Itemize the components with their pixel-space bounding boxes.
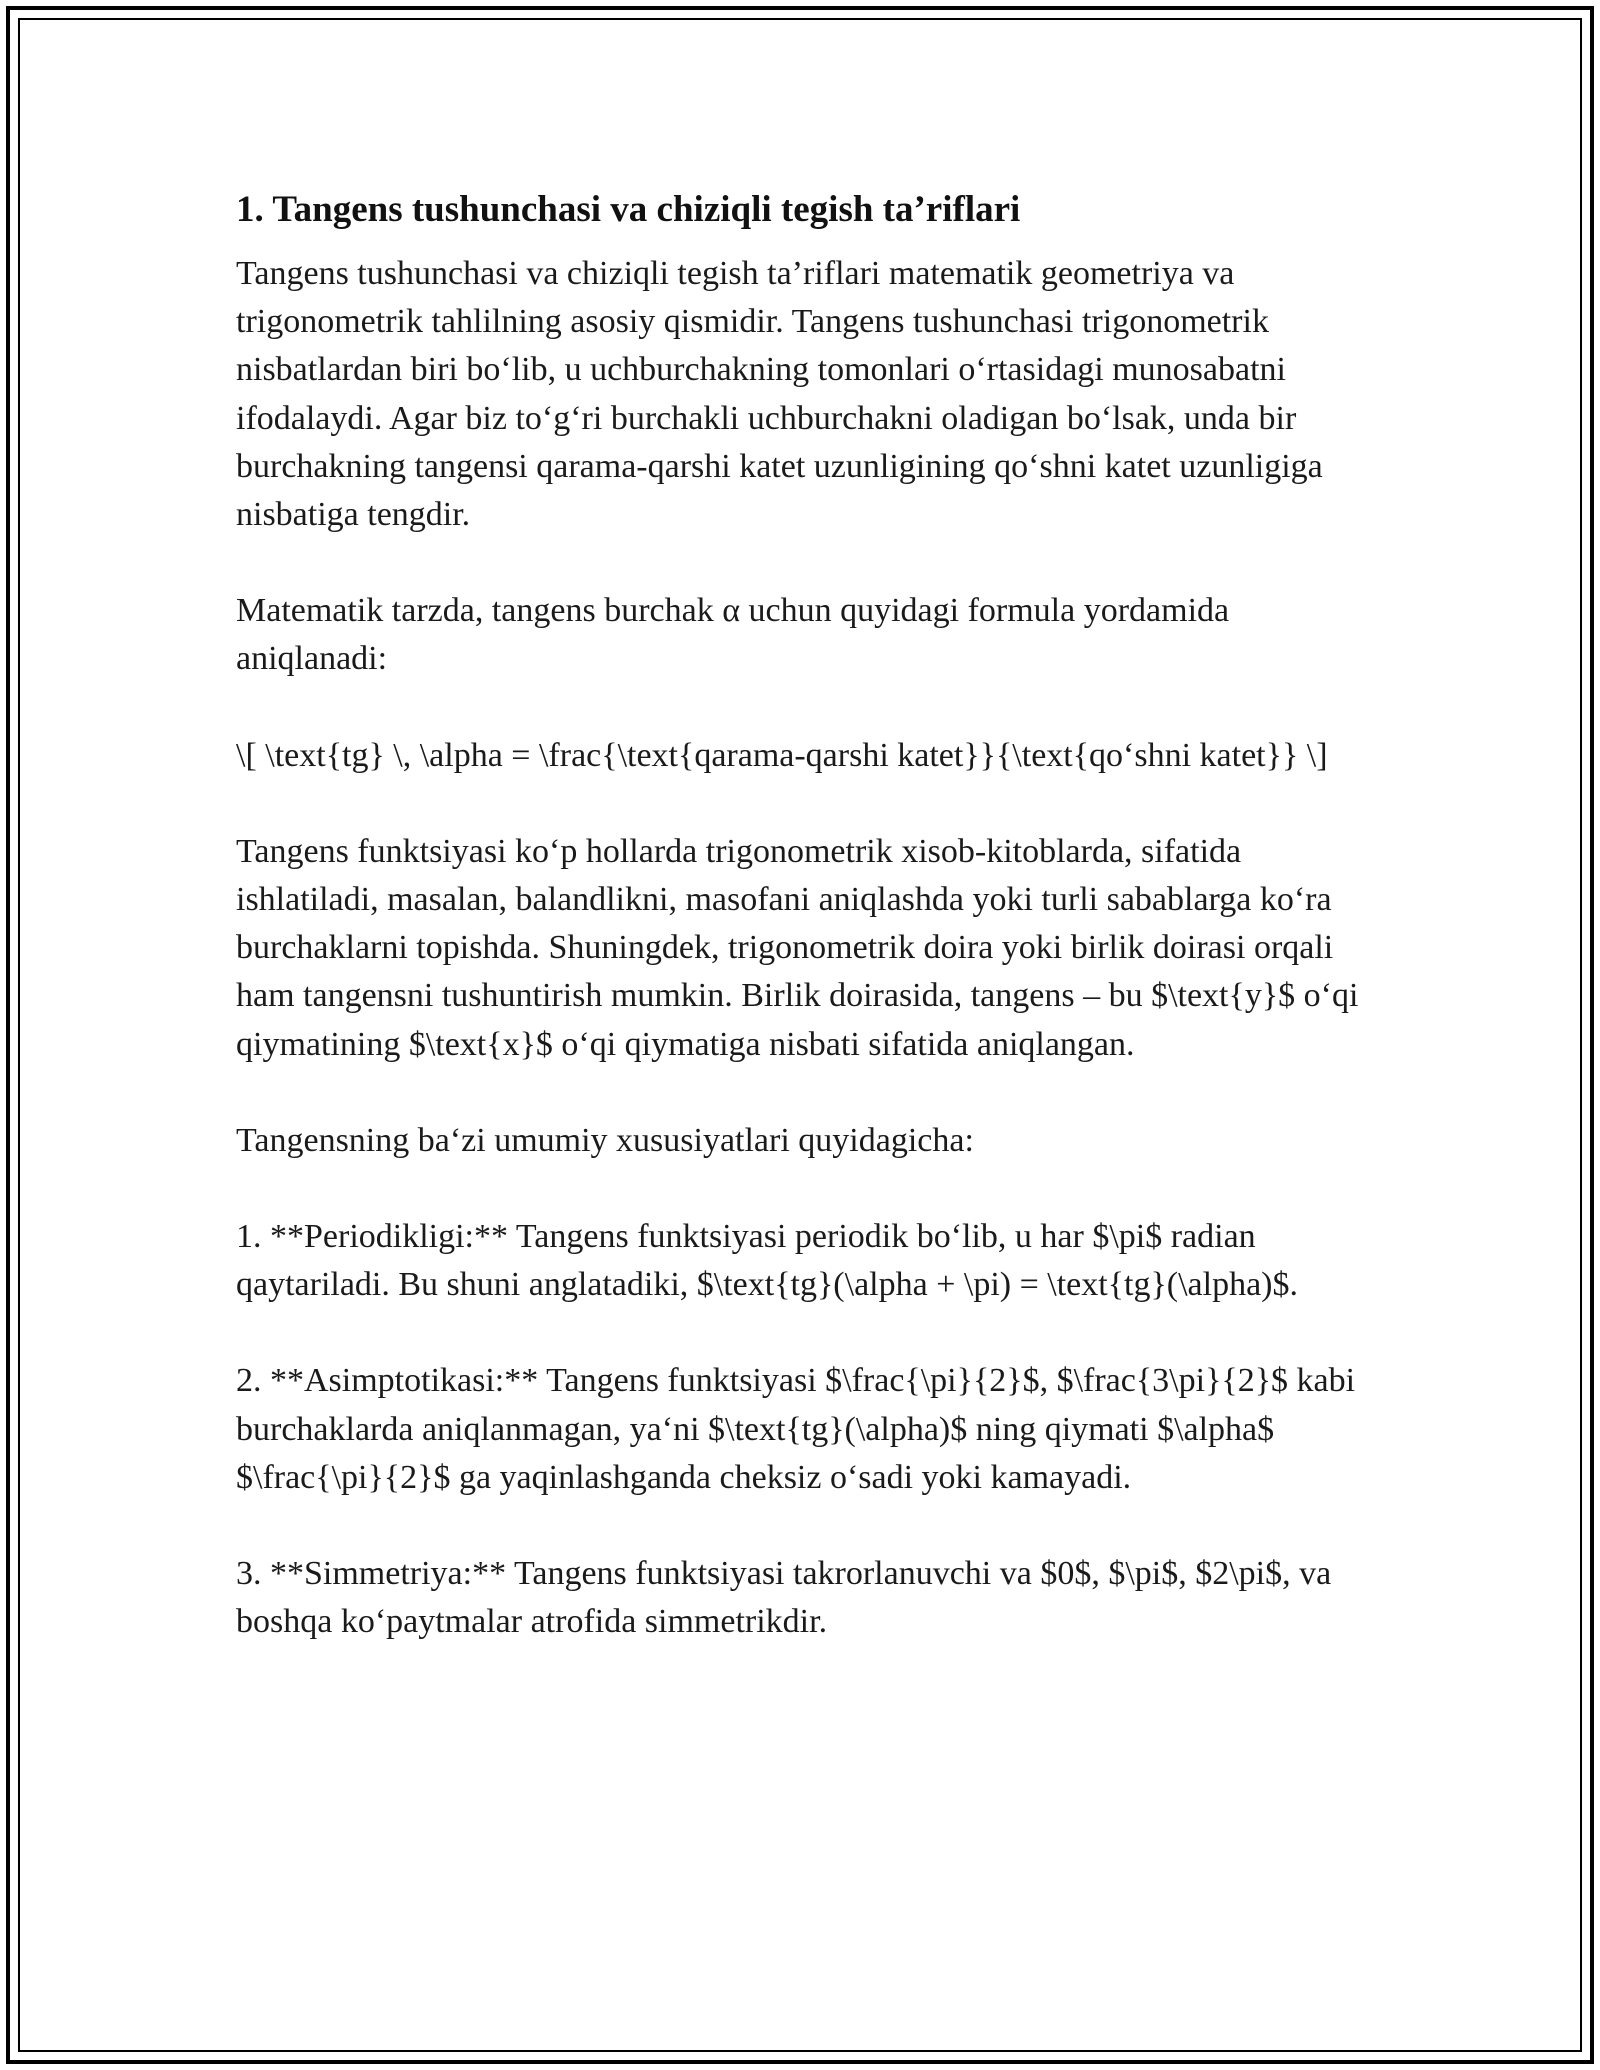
paragraph-usage: Tangens funktsiyasi ko‘p hollarda trigonometrik xisob-kitoblarda, sifatida ishlatiladi, masalan, balandlikni, masofani aniqlashda yoki turli sabablarga ko‘ra burchaklarni topishda. Shuningdek, trigonometrik doira yoki birlik doirasi orqali ham tangensni tushuntirish mumkin. Birlik doirasida, tangens – bu $\text{y}$ o‘qi qiymatining $\text{x}$ o‘qi qiymatiga nisbati sifatida aniqlangan.: [236, 832, 1359, 1063]
list-item-periodicity: 1. **Periodikligi:** Tangens funktsiyasi periodik bo‘lib, u har $\pi$ radian qaytariladi. Bu shuni anglatadiki, $\text{tg}(\alpha + \pi) = \text{tg}(\alpha)$.: [236, 1218, 1299, 1304]
section-heading: 1. Tangens tushunchasi va chiziqli tegish ta’riflari: [236, 189, 1021, 230]
paragraph-formula: \[ \text{tg} \, \alpha = \frac{\text{qarama-qarshi katet}}{\text{qo‘shni katet}} \]: [236, 736, 1328, 774]
paragraph-formula-intro: Matematik tarzda, tangens burchak α uchun quyidagi formula yordamida aniqlanadi:: [236, 592, 1230, 678]
list-item-asymptotes: 2. **Asimptotikasi:** Tangens funktsiyasi $\frac{\pi}{2}$, $\frac{3\pi}{2}$ kabi burchaklarda aniqlanmagan, ya‘ni $\text{tg}(\alpha)$ ning qiymati $\alpha$ $\frac{\pi}{2}$ ga yaqinlashganda cheksiz o‘sadi yoki kamayadi.: [236, 1362, 1356, 1496]
paragraph-intro: Tangens tushunchasi va chiziqli tegish ta’riflari matematik geometriya va trigonometrik tahlilning asosiy qismidir. Tangens tushunchasi trigonometrik nisbatlardan biri bo‘lib, u uchburchakning tomonlari o‘rtasidagi munosabatni ifodalaydi. Agar biz to‘g‘ri burchakli uchburchakni oladigan bo‘lsak, unda bir burchakning tangensi qarama-qarshi katet uzunligining qo‘shni katet uzunligiga nisbatiga tengdir.: [236, 255, 1323, 534]
paragraph-properties-intro: Tangensning ba‘zi umumiy xususiyatlari quyidagicha:: [236, 1121, 974, 1159]
document-body: [236, 186, 1366, 1694]
list-item-symmetry: 3. **Simmetriya:** Tangens funktsiyasi takrorlanuvchi va $0$, $\pi$, $2\pi$, va boshqa ko‘paytmalar atrofida simmetrikdir.: [236, 1555, 1332, 1641]
